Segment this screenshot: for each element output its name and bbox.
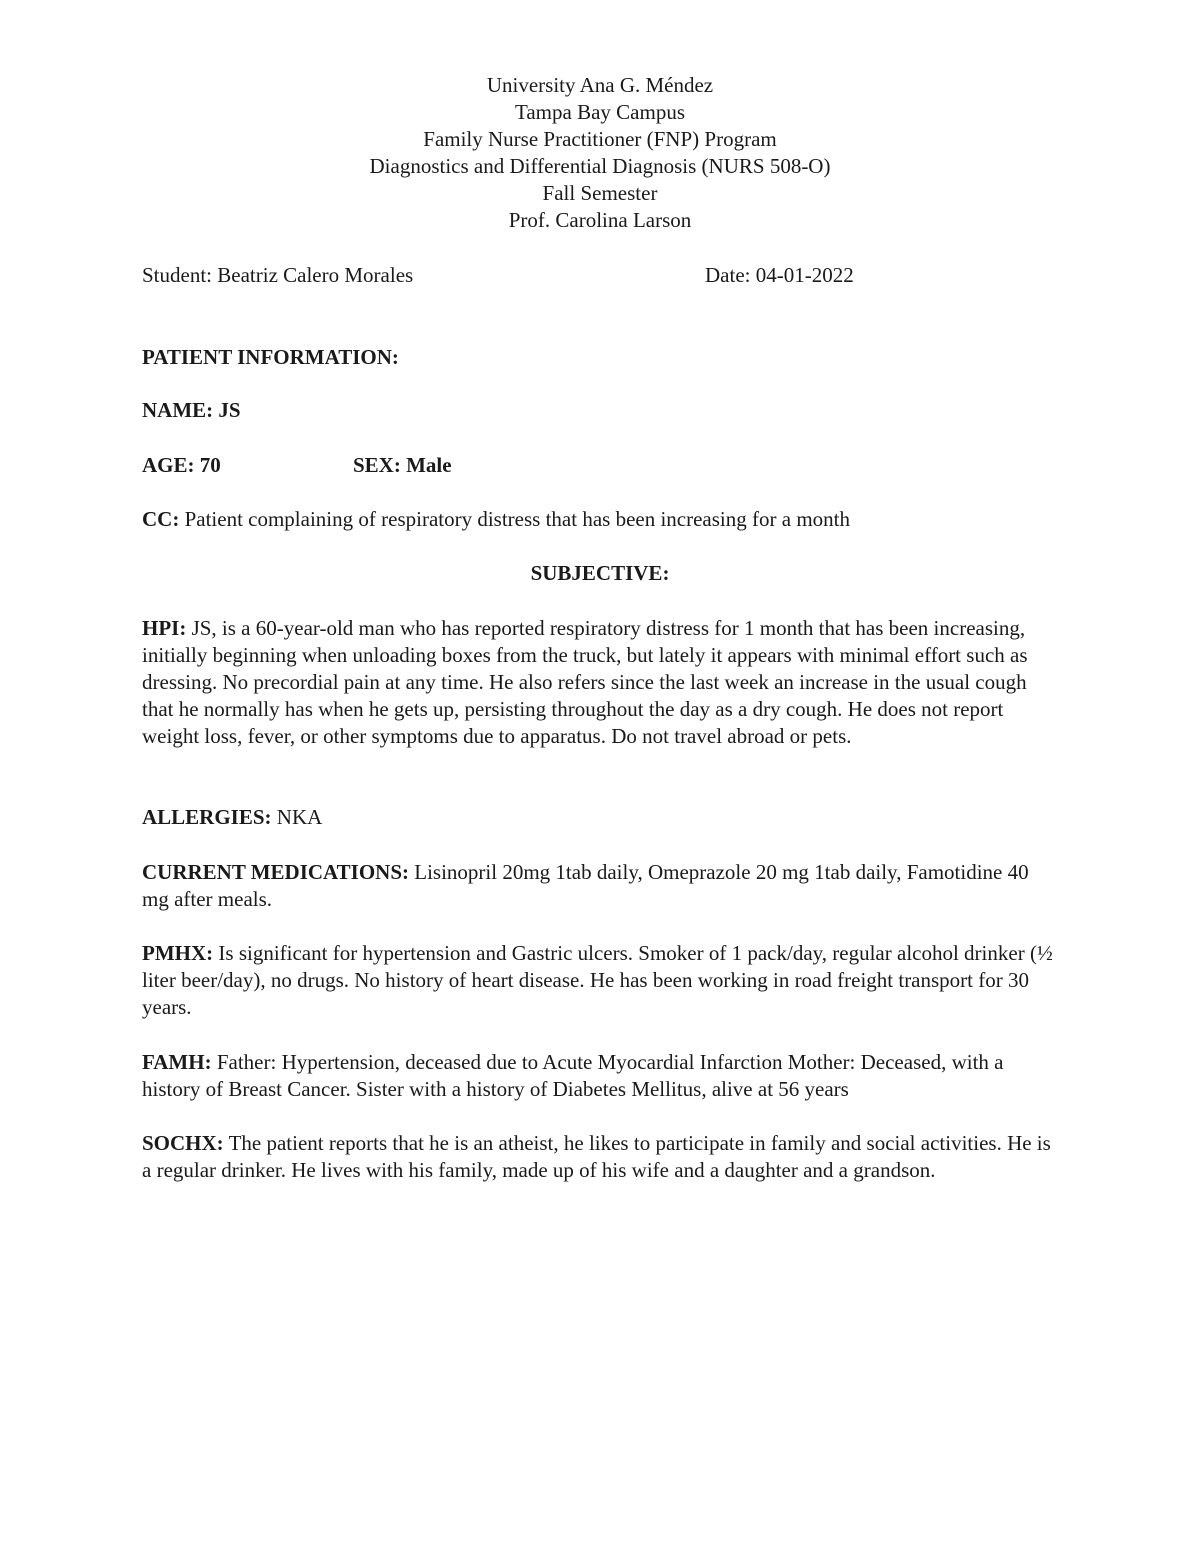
patient-name-label: NAME:	[142, 398, 214, 422]
course-name: Diagnostics and Differential Diagnosis (NURS 508-O)	[369, 154, 831, 178]
sochx-text: The patient reports that he is an atheist, he likes to participate in family and social activities. He is a regular drinker. He lives with his family, made up of his wife and a daughter and a grandson.	[142, 1131, 1051, 1182]
semester: Fall Semester	[542, 181, 658, 205]
patient-age-label: AGE:	[142, 453, 195, 477]
pmhx-text: Is significant for hypertension and Gastric ulcers. Smoker of 1 pack/day, regular alcohol drinker (½ liter beer/day), no drugs. No history of heart disease. He has been working in road freight transport for 30 years.	[142, 941, 1053, 1019]
date-line	[705, 262, 854, 289]
patient-name-value: JS	[218, 398, 241, 422]
cc-label: CC:	[142, 507, 180, 531]
sochx-paragraph	[142, 1130, 1057, 1184]
student-label: Student:	[142, 263, 213, 287]
student-name: Beatriz Calero Morales	[217, 263, 414, 287]
chief-complaint	[142, 506, 850, 533]
patient-age-value: 70	[199, 453, 221, 477]
patient-name-line	[142, 397, 241, 424]
subjective-heading: SUBJECTIVE:	[530, 561, 670, 585]
date-value: 04-01-2022	[755, 263, 854, 287]
patient-sex-value: Male	[406, 453, 452, 477]
allergies-label: ALLERGIES:	[142, 805, 272, 829]
medications-text: Lisinopril 20mg 1tab daily, Omeprazole 20 mg 1tab daily, Famotidine 40 mg after meals.	[142, 860, 1029, 911]
document-header	[0, 72, 1200, 234]
pmhx-label: PMHX:	[142, 941, 214, 965]
professor: Prof. Carolina Larson	[508, 208, 692, 232]
hpi-text: JS, is a 60-year-old man who has reported respiratory distress for 1 month that has been increasing, initially beginning when unloading boxes from the truck, but lately it appears with minimal effort such as dressing. No precordial pain at any time. He also refers since the last week an increase in the usual cough that he normally has when he gets up, persisting throughout the day as a dry cough. He does not report weight loss, fever, or other symptoms due to apparatus. Do not travel abroad or pets.	[142, 616, 1028, 748]
famh-label: FAMH:	[142, 1050, 212, 1074]
cc-text: Patient complaining of respiratory distress that has been increasing for a month	[184, 507, 850, 531]
date-label: Date:	[705, 263, 751, 287]
student-line	[142, 262, 413, 289]
hpi-paragraph	[142, 615, 1057, 750]
allergies-paragraph	[142, 804, 1057, 831]
patient-sex-line	[353, 452, 452, 479]
medications-label: CURRENT MEDICATIONS:	[142, 860, 410, 884]
patient-age-line	[142, 452, 221, 479]
pmhx-paragraph	[142, 940, 1057, 1021]
patient-info-heading: PATIENT INFORMATION:	[142, 345, 399, 369]
program-name: Family Nurse Practitioner (FNP) Program	[423, 127, 777, 151]
sochx-label: SOCHX:	[142, 1131, 224, 1155]
patient-sex-label: SEX:	[353, 453, 401, 477]
campus-name: Tampa Bay Campus	[515, 100, 685, 124]
famh-text: Father: Hypertension, deceased due to Acute Myocardial Infarction Mother: Deceased, with a history of Breast Cancer. Sister with a history of Diabetes Mellitus, alive at 56 years	[142, 1050, 1004, 1101]
allergies-text: NKA	[276, 805, 323, 829]
hpi-label: HPI:	[142, 616, 187, 640]
university-name: University Ana G. Méndez	[486, 73, 714, 97]
famh-paragraph	[142, 1049, 1057, 1103]
medications-paragraph	[142, 859, 1057, 913]
